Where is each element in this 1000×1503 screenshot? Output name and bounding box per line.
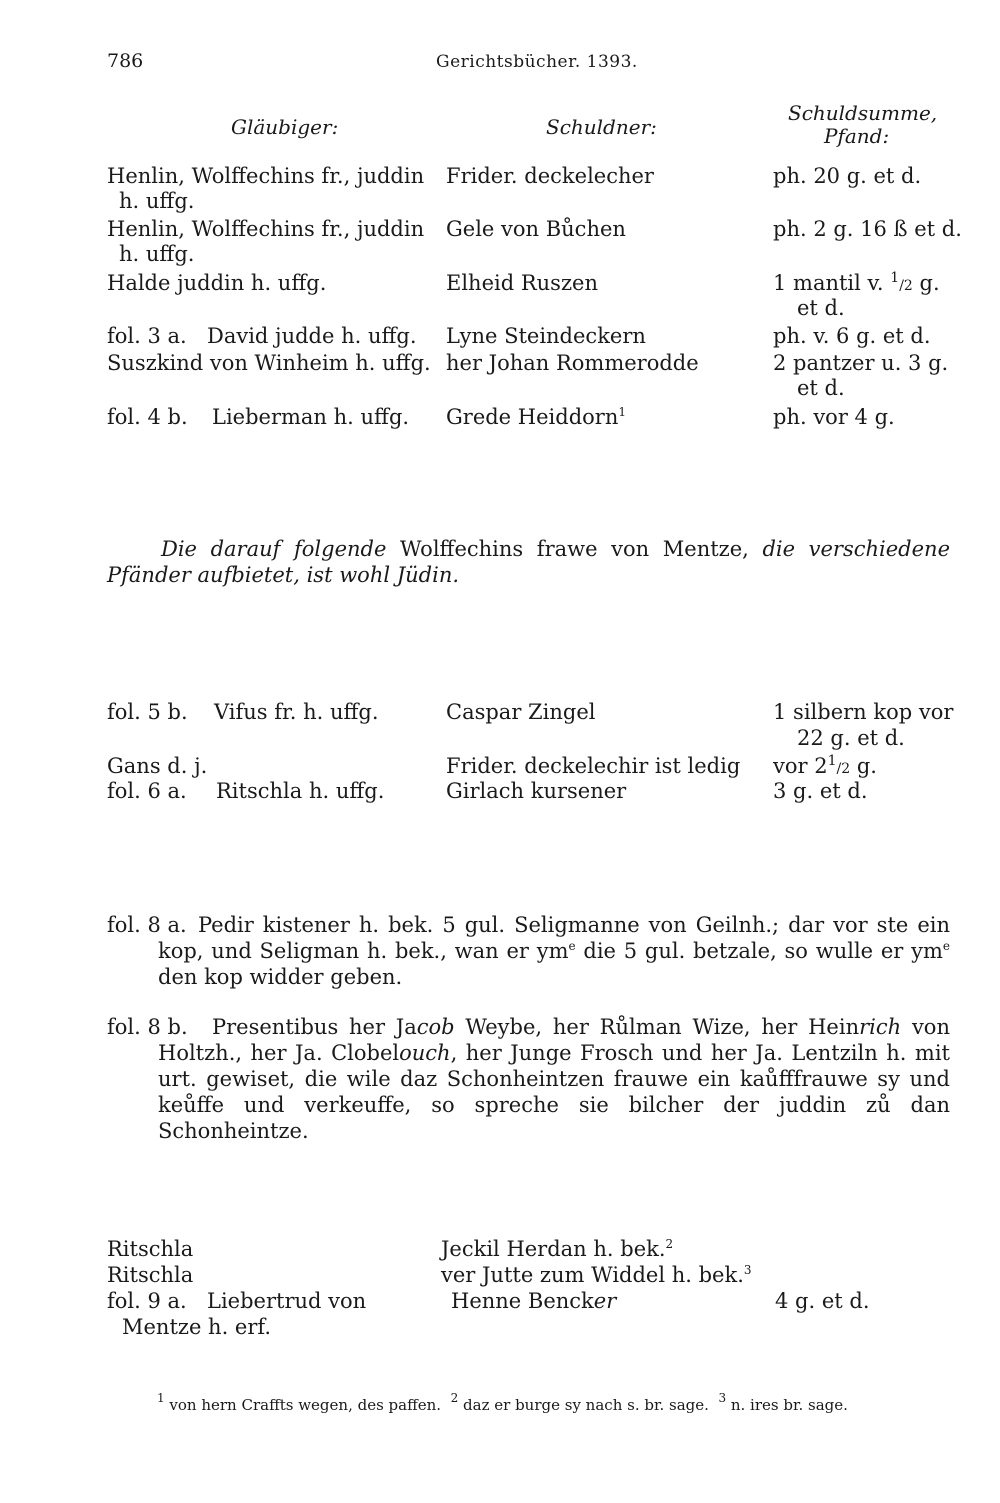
sum-cell: ph. 2 g. 16 ß et d.	[773, 217, 962, 241]
footnotes	[107, 1391, 950, 1416]
debtor-italic: er	[593, 1289, 617, 1313]
entry-text: Pedir kistener h. bek. 5 gul. Seligmanne von Geilnh.; dar vor ste ein kop, und Seligman h. bek., wan er ym	[158, 913, 950, 963]
folio-ref: fol. 9 a.	[107, 1289, 187, 1313]
editorial-note	[107, 536, 950, 588]
entry-italic: ouch	[399, 1041, 451, 1065]
creditor-cell: Henlin, Wolffechins fr., juddin	[107, 164, 425, 188]
debtor-cell: Elheid Ruszen	[446, 271, 598, 295]
debtor-cell: Gele von Bůchen	[446, 217, 626, 241]
creditor-cell: Ritschla	[107, 1263, 194, 1287]
debtor-cell	[441, 1236, 673, 1262]
debtor-cell	[441, 1262, 752, 1288]
sum-cell: 2 pantzer u. 3 g.	[773, 351, 949, 375]
creditor-cell: Henlin, Wolffechins fr., juddin	[107, 217, 425, 241]
creditor-cell: Ritschla	[107, 1237, 194, 1261]
creditor-cell-continued: Mentze h. erf.	[122, 1315, 272, 1339]
court-entry-8a	[158, 912, 950, 990]
debtor-cell	[446, 404, 626, 430]
fraction-numerator: 1	[827, 753, 837, 769]
creditor-cell: Liebertrud von	[207, 1289, 367, 1313]
sum-cell: ph. 20 g. et d.	[773, 164, 922, 188]
note-roman: Wolffechins frawe von Mentze,	[386, 537, 763, 561]
court-entry-8b	[158, 1014, 950, 1144]
footnote-marker: 2	[665, 1237, 674, 1251]
footnote-number: 1	[157, 1391, 165, 1405]
sum-cell-continued: et d.	[797, 376, 845, 400]
column-heading-creditor: Gläubiger:	[231, 115, 339, 139]
footnote-text: daz er burge sy nach s. br. sage.	[458, 1396, 709, 1414]
footnote-text: n. ires br. sage.	[726, 1396, 848, 1414]
debtor-cell	[451, 1288, 616, 1314]
creditor-cell: Gans d. j.	[107, 754, 208, 778]
debtor-cell: Lyne Steindeckern	[446, 324, 646, 348]
creditor-cell-continued: h. uffg.	[119, 189, 195, 213]
footnote-marker: 3	[743, 1263, 752, 1277]
debtor-cell: Frider. deckelecher	[446, 164, 654, 188]
entry-italic: cob	[416, 1015, 455, 1039]
sum-text-unit: g.	[912, 271, 940, 295]
folio-ref: fol. 6 a.	[107, 779, 187, 803]
entry-text: Weybe, her Růlman Wize, her Hein	[454, 1015, 860, 1039]
creditor-cell: Lieberman h. uffg.	[212, 405, 410, 429]
debtor-text: Jeckil Herdan h. bek.	[441, 1237, 666, 1261]
sum-text: vor 2	[773, 754, 828, 778]
sum-cell-continued: 22 g. et d.	[797, 726, 905, 750]
sum-text-unit: g.	[850, 754, 877, 778]
fraction-denominator: 2	[841, 761, 851, 777]
debtor-cell: Girlach kursener	[446, 779, 627, 803]
folio-ref: fol. 8 b.	[107, 1015, 188, 1039]
folio-ref: fol. 3 a.	[107, 324, 187, 348]
sum-cell: 3 g. et d.	[773, 779, 868, 803]
creditor-cell: Ritschla h. uffg.	[216, 779, 385, 803]
folio-ref: fol. 8 a.	[107, 913, 187, 937]
superscript-e: e	[942, 939, 950, 953]
creditor-cell-continued: h. uffg.	[119, 242, 195, 266]
debtor-cell: Frider. deckelechir ist ledig	[446, 754, 741, 778]
superscript-e: e	[568, 939, 576, 953]
creditor-cell: David judde h. uffg.	[207, 324, 417, 348]
debtor-cell: Caspar Zingel	[446, 700, 596, 724]
sum-cell: ph. v. 6 g. et d.	[773, 324, 931, 348]
entry-text: , her Junge Frosch und her Ja. Lentziln h. mit urt. gewiset, die wile daz Schonheintzen frauwe ein kaůfffrauwe sy und keůffe und verkeuffe, so spreche sie bilcher der juddin zů dan Schonheintze.	[158, 1041, 950, 1143]
column-heading-sum: Schuldsumme,	[788, 101, 938, 125]
debtor-text: Henne Benck	[451, 1289, 594, 1313]
note-italic-b: die verschiedene Pfänder aufbietet, ist wohl Jüdin.	[107, 537, 951, 587]
column-heading-debtor: Schuldner:	[546, 115, 657, 139]
sum-cell: 1 mantil v. $^1$/2 g.	[773, 270, 940, 295]
sum-cell: 4 g. et d.	[775, 1289, 870, 1313]
creditor-cell: Halde juddin h. uffg.	[107, 271, 327, 295]
sum-cell: 1 silbern kop vor	[773, 700, 954, 724]
sum-cell-continued: et d.	[797, 296, 845, 320]
sum-text: 1 mantil v.	[773, 271, 891, 295]
entry-text: den kop widder geben.	[158, 965, 403, 989]
footnote-number: 3	[718, 1391, 727, 1405]
note-italic-a: Die darauf folgende	[161, 537, 387, 561]
entry-text: die 5 gul. betzale, so wulle er ym	[575, 939, 943, 963]
folio-ref: fol. 4 b.	[107, 405, 188, 429]
fraction-numerator: 1	[890, 270, 900, 286]
debtor-text: Grede Heiddorn	[446, 405, 619, 429]
entry-italic: rich	[859, 1015, 902, 1039]
page-number: 786	[107, 50, 144, 72]
entry-text: Presentibus her Ja	[212, 1015, 417, 1039]
sum-cell: vor $2^1/2$ g.	[773, 753, 877, 778]
running-title: Gerichtsbücher. 1393.	[436, 52, 638, 72]
footnote-number: 2	[450, 1391, 459, 1405]
creditor-cell: Vifus fr. h. uffg.	[214, 700, 379, 724]
folio-ref: fol. 5 b.	[107, 700, 188, 724]
footnote-text: von hern Craffts wegen, des paffen.	[164, 1396, 442, 1414]
sum-cell: ph. vor 4 g.	[773, 405, 895, 429]
entry-text: von Holtzh., her Ja. Clobel	[158, 1015, 950, 1065]
debtor-text: ver Jutte zum Widdel h. bek.	[441, 1263, 744, 1287]
fraction-denominator: 2	[903, 278, 913, 294]
column-heading-pledge: Pfand:	[824, 124, 890, 148]
footnote-marker: 1	[618, 405, 626, 419]
creditor-cell: Suszkind von Winheim h. uffg.	[107, 351, 431, 375]
debtor-cell: her Johan Rommerodde	[446, 351, 699, 375]
